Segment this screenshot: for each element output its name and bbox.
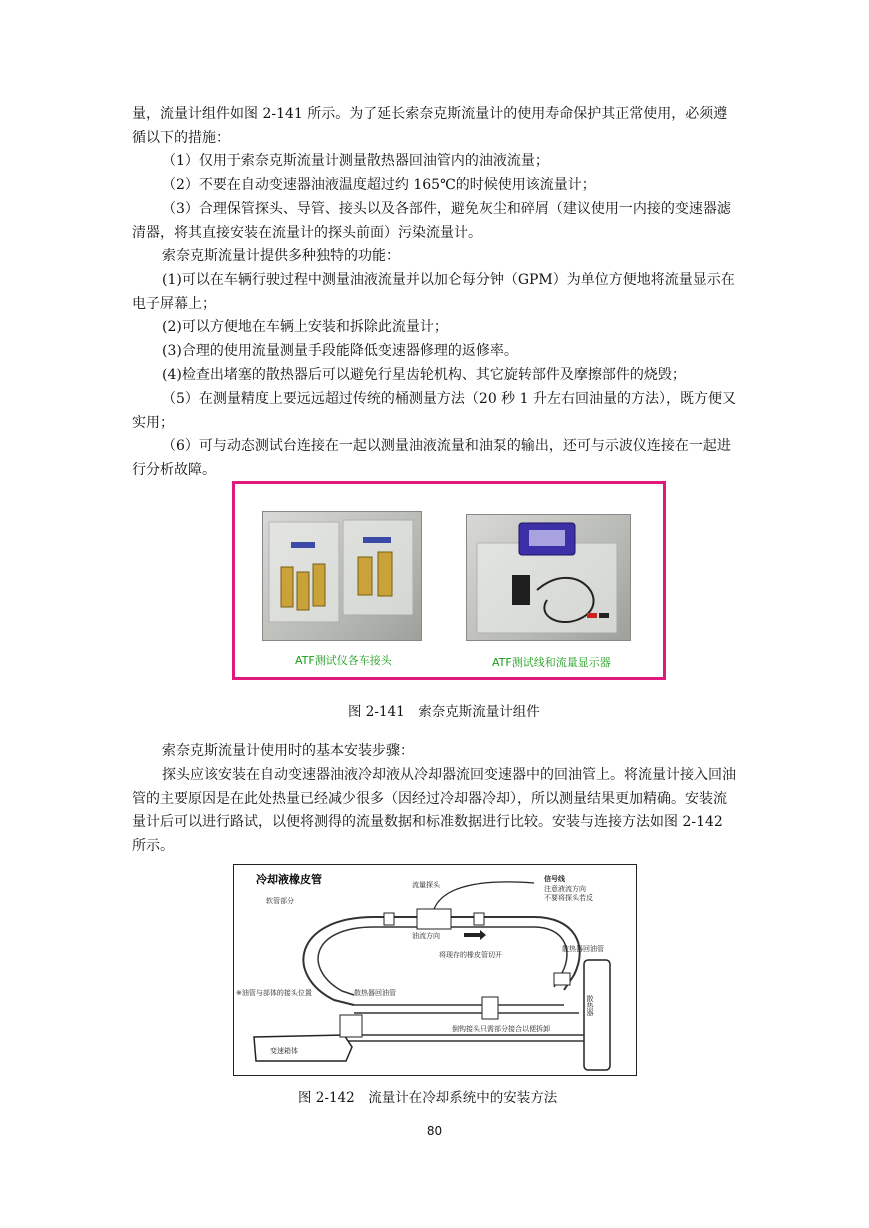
paragraph: 索奈克斯流量计提供多种独特的功能： (162, 248, 400, 264)
caption-connectors: ATF测试仪各车接头 (295, 654, 392, 667)
label-barb: 倒钩接头只需部分接合以便拆卸 (452, 1025, 550, 1033)
signal-wire (434, 882, 534, 909)
photo-connectors (262, 511, 422, 641)
paragraph: （5）在测量精度上要远远超过传统的桶测量方法（20 秒 1 升左右回油量的方法），既方便又实用； (132, 391, 736, 431)
connectors-illustration (263, 512, 421, 640)
figure-2-142 (233, 864, 637, 1076)
paragraph: 探头应该安装在自动变速器油液冷却液从冷却器流回变速器中的回油管上。将流量计接入回油管的主要原因是在此处热量已经减少很多（因经过冷却器冷却），所以测量结果更加精确。安装流量计后可以进行路试，以便将测得的流量数据和标准数据进行比较。安装与连接方法如图 2-142 所示。 (132, 767, 736, 854)
transmission-case (254, 1035, 352, 1061)
photo-display-cable (466, 514, 631, 641)
paragraph: （6）可与动态测试台连接在一起以测量油液流量和油泵的输出，还可与示波仪连接在一起进行分析故障。 (132, 438, 731, 478)
label-signal: 信号线 (544, 875, 565, 883)
label-case: 变速箱体 (270, 1047, 298, 1055)
flow-probe (417, 909, 451, 929)
paragraph: 量，流量计组件如图 2-141 所示。为了延长索奈克斯流量计的使用寿命保护其正常使用，必须遵循以下的措施： (132, 106, 728, 146)
install-diagram (234, 865, 636, 1075)
caption-display: ATF测试线和流量显示器 (492, 656, 611, 669)
label-hose: 软管部分 (266, 897, 294, 905)
label-radiator-return2: 散热器回油管 (354, 989, 396, 997)
figure-2-141 (232, 481, 666, 680)
hose-left-inner (318, 927, 374, 995)
flow-arrow (464, 930, 486, 940)
paragraph: （1）仅用于索奈克斯流量计测量散热器回油管内的油液流量； (162, 153, 549, 169)
paragraph: (1)可以在车辆行驶过程中测量油液流量并以加仑每分钟（GPM）为单位方便地将流量显示在电子屏幕上； (132, 272, 735, 312)
label-radiator: 散热器 (586, 995, 594, 1016)
figure-2-141-title: 图 2-141 索奈克斯流量计组件 (348, 704, 540, 720)
label-signal-note1: 注意液流方向 (544, 885, 586, 893)
page-number: 80 (426, 1124, 443, 1138)
paragraph: （2）不要在自动变速器油液温度超过约 165℃的时候使用该流量计； (162, 177, 596, 193)
figure-2-142-title: 图 2-142 流量计在冷却系统中的安装方法 (298, 1090, 558, 1106)
label-cut: 将现存的橡皮管切开 (439, 951, 502, 959)
label-trans-mark: ※油管与部体的接头位置 (236, 989, 312, 997)
paragraph: (2)可以方便地在车辆上安装和拆除此流量计； (162, 319, 448, 335)
label-radiator-return: 散热器回油管 (562, 945, 604, 953)
paragraph: （3）合理保管探头、导管、接头以及各部件，避免灰尘和碎屑（建议使用一内接的变速器滤清器，将其直接安装在流量计的探头前面）污染流量计。 (132, 201, 731, 241)
label-probe: 流量探头 (412, 881, 440, 889)
diagram-heading: 冷却液橡皮管 (256, 873, 322, 886)
paragraph: (3)合理的使用流量测量手段能降低变速器修理的返修率。 (162, 343, 518, 359)
label-signal-note2: 不要将探头若反 (544, 894, 593, 902)
paragraph: (4)检查出堵塞的散热器后可以避免行星齿轮机构、其它旋转部件及摩擦部件的烧毁； (162, 367, 686, 383)
label-flow-dir: 油流方向 (412, 932, 440, 940)
display-illustration (467, 515, 630, 640)
paragraph: 索奈克斯流量计使用时的基本安装步骤： (162, 743, 414, 759)
